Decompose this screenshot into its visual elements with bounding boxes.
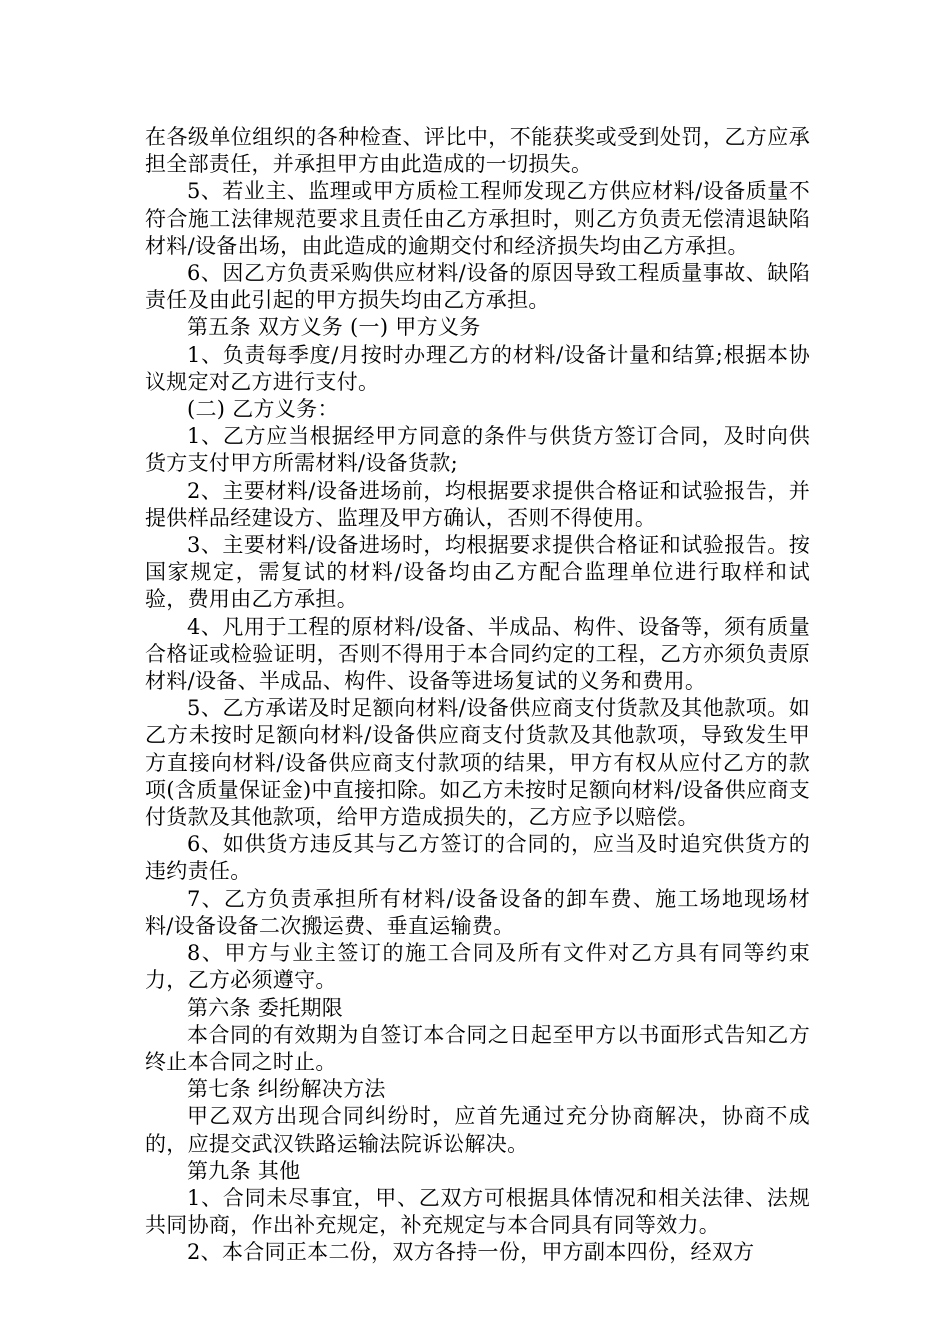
paragraph: 1、乙方应当根据经甲方同意的条件与供货方签订合同，及时向供货方支付甲方所需材料/设备货款;	[145, 424, 810, 476]
paragraph: 5、若业主、监理或甲方质检工程师发现乙方供应材料/设备质量不符合施工法律规范要求且责任由乙方承担时，则乙方负责无偿清退缺陷材料/设备出场，由此造成的逾期交付和经济损失均由乙方承担。	[145, 179, 810, 258]
paragraph: 8、甲方与业主签订的施工合同及所有文件对乙方具有同等约束力，乙方必须遵守。	[145, 941, 810, 993]
paragraph: 4、凡用于工程的原材料/设备、半成品、构件、设备等，须有质量合格证或检验证明，否则不得用于本合同约定的工程，乙方亦须负责原材料/设备、半成品、构件、设备等进场复试的义务和费用。	[145, 614, 810, 694]
paragraph: 3、主要材料/设备进场时，均根据要求提供合格证和试验报告。按国家规定，需复试的材料/设备均由乙方配合监理单位进行取样和试验，费用由乙方承担。	[145, 533, 810, 612]
paragraph: 在各级单位组织的各种检查、评比中，不能获奖或受到处罚，乙方应承担全部责任，并承担甲方由此造成的一切损失。	[145, 125, 810, 177]
document-body	[145, 124, 810, 1267]
paragraph: 6、因乙方负责采购供应材料/设备的原因导致工程质量事故、缺陷责任及由此引起的甲方损失均由乙方承担。	[145, 261, 810, 313]
section-heading: 第七条 纠纷解决方法	[187, 1077, 386, 1102]
section-heading: 第九条 其他	[187, 1158, 301, 1183]
paragraph: 2、本合同正本二份，双方各持一份，甲方副本四份，经双方	[187, 1240, 755, 1265]
paragraph: 6、如供货方违反其与乙方签订的合同的，应当及时追究供货方的违约责任。	[145, 832, 810, 884]
paragraph: 1、合同未尽事宜，甲、乙双方可根据具体情况和相关法律、法规共同协商，作出补充规定，补充规定与本合同具有同等效力。	[145, 1185, 810, 1238]
paragraph: 5、乙方承诺及时足额向材料/设备供应商支付货款及其他款项。如乙方未按时足额向材料/设备供应商支付货款及其他款项，导致发生甲方直接向材料/设备供应商支付款项的结果，甲方有权从应付乙方的款项(含质量保证金)中直接扣除。如乙方未按时足额向材料/设备供应商支付货款及其他款项，给甲方造成损失的，乙方应予以赔偿。	[145, 696, 810, 830]
section-heading: 第六条 委托期限	[187, 995, 344, 1020]
paragraph: 2、主要材料/设备进场前，均根据要求提供合格证和试验报告，并提供样品经建设方、监理及甲方确认，否则不得使用。	[145, 478, 810, 530]
paragraph: 本合同的有效期为自签订本合同之日起至甲方以书面形式告知乙方终止本合同之时止。	[145, 1022, 810, 1074]
section-heading: 第五条 双方义务 (一) 甲方义务	[187, 315, 481, 340]
paragraph: 1、负责每季度/月按时办理乙方的材料/设备计量和结算;根据本协议规定对乙方进行支付。	[145, 342, 810, 394]
paragraph: 甲乙双方出现合同纠纷时，应首先通过充分协商解决，协商不成的，应提交武汉铁路运输法院诉讼解决。	[145, 1104, 810, 1156]
section-subheading: (二) 乙方义务：	[187, 397, 339, 422]
paragraph: 7、乙方负责承担所有材料/设备设备的卸车费、施工场地现场材料/设备设备二次搬运费、垂直运输费。	[145, 886, 810, 938]
